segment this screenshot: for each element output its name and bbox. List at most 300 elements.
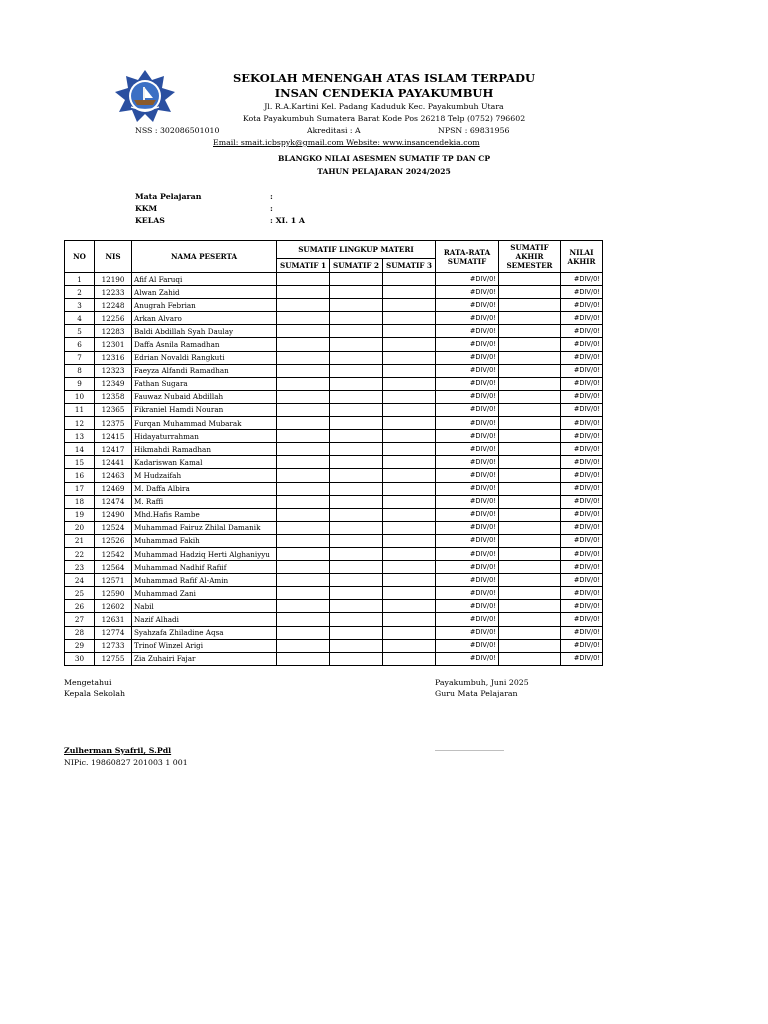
row-sumatif-3[interactable] bbox=[383, 377, 436, 390]
row-akhir-semester[interactable] bbox=[499, 325, 561, 338]
row-nis: 12441 bbox=[95, 456, 132, 469]
row-nilai-akhir: #DIV/0! bbox=[561, 547, 603, 560]
row-nis: 12316 bbox=[95, 351, 132, 364]
row-sumatif-3[interactable] bbox=[383, 351, 436, 364]
row-nilai-akhir: #DIV/0! bbox=[561, 456, 603, 469]
row-sumatif-3[interactable] bbox=[383, 639, 436, 652]
row-akhir-semester[interactable] bbox=[499, 273, 561, 286]
col-sumatif-3: SUMATIF 3 bbox=[383, 259, 436, 273]
row-sumatif-1[interactable] bbox=[277, 351, 330, 364]
row-nama: Trinof Winzel Arigi bbox=[132, 639, 277, 652]
row-no: 10 bbox=[65, 390, 95, 403]
row-sumatif-3[interactable] bbox=[383, 521, 436, 534]
row-nis: 12365 bbox=[95, 403, 132, 416]
row-sumatif-2[interactable] bbox=[330, 561, 383, 574]
row-sumatif-1[interactable] bbox=[277, 364, 330, 377]
row-sumatif-1[interactable] bbox=[277, 443, 330, 456]
row-sumatif-1[interactable] bbox=[277, 430, 330, 443]
sign-right-line2: Guru Mata Pelajaran bbox=[435, 689, 518, 698]
row-sumatif-1[interactable] bbox=[277, 534, 330, 547]
row-sumatif-2[interactable] bbox=[330, 495, 383, 508]
row-nama: Kadariswan Kamal bbox=[132, 456, 277, 469]
school-name-line2: INSAN CENDEKIA PAYAKUMBUH bbox=[274, 86, 494, 100]
row-sumatif-2[interactable] bbox=[330, 482, 383, 495]
row-rata: #DIV/0! bbox=[436, 299, 499, 312]
row-nilai-akhir: #DIV/0! bbox=[561, 364, 603, 377]
row-sumatif-1[interactable] bbox=[277, 417, 330, 430]
row-sumatif-1[interactable] bbox=[277, 377, 330, 390]
row-sumatif-1[interactable] bbox=[277, 390, 330, 403]
row-nama: Muhammad Rafif Al-Amin bbox=[132, 574, 277, 587]
row-sumatif-3[interactable] bbox=[383, 547, 436, 560]
table-row bbox=[65, 587, 603, 600]
row-nis: 12590 bbox=[95, 587, 132, 600]
col-nilai-line1: NILAI bbox=[569, 247, 594, 257]
row-sumatif-3[interactable] bbox=[383, 299, 436, 312]
row-sumatif-3[interactable] bbox=[383, 508, 436, 521]
row-sumatif-1[interactable] bbox=[277, 325, 330, 338]
table-row bbox=[65, 574, 603, 587]
row-rata: #DIV/0! bbox=[436, 443, 499, 456]
row-nilai-akhir: #DIV/0! bbox=[561, 534, 603, 547]
row-akhir-semester[interactable] bbox=[499, 403, 561, 416]
row-no: 15 bbox=[65, 456, 95, 469]
row-nama: Fikraniel Hamdi Nouran bbox=[132, 403, 277, 416]
row-akhir-semester[interactable] bbox=[499, 351, 561, 364]
address-line1: Jl. R.A.Kartini Kel. Padang Kaduduk Kec. Payakumbuh Utara bbox=[264, 102, 504, 111]
row-akhir-semester[interactable] bbox=[499, 482, 561, 495]
row-nis: 12349 bbox=[95, 377, 132, 390]
kkm-sep: : bbox=[270, 204, 273, 213]
row-sumatif-1[interactable] bbox=[277, 508, 330, 521]
row-sumatif-2[interactable] bbox=[330, 403, 383, 416]
col-sumatif-2: SUMATIF 2 bbox=[330, 259, 383, 273]
row-nis: 12233 bbox=[95, 286, 132, 299]
row-sumatif-2[interactable] bbox=[330, 351, 383, 364]
row-rata: #DIV/0! bbox=[436, 626, 499, 639]
row-nama: Nazif Alhadi bbox=[132, 613, 277, 626]
table-row bbox=[65, 482, 603, 495]
table-row bbox=[65, 351, 603, 364]
table-row bbox=[65, 299, 603, 312]
row-akhir-semester[interactable] bbox=[499, 390, 561, 403]
row-nilai-akhir: #DIV/0! bbox=[561, 273, 603, 286]
row-sumatif-3[interactable] bbox=[383, 286, 436, 299]
row-sumatif-3[interactable] bbox=[383, 364, 436, 377]
row-sumatif-2[interactable] bbox=[330, 652, 383, 665]
row-nilai-akhir: #DIV/0! bbox=[561, 600, 603, 613]
row-nis: 12256 bbox=[95, 312, 132, 325]
row-nis: 12248 bbox=[95, 299, 132, 312]
row-akhir-semester[interactable] bbox=[499, 652, 561, 665]
row-sumatif-2[interactable] bbox=[330, 508, 383, 521]
col-akhir-line2: AKHIR bbox=[515, 252, 544, 261]
principal-name: Zulherman Syafril, S.Pdl bbox=[64, 746, 172, 755]
row-sumatif-2[interactable] bbox=[330, 574, 383, 587]
row-sumatif-1[interactable] bbox=[277, 338, 330, 351]
row-sumatif-1[interactable] bbox=[277, 299, 330, 312]
row-nis: 12375 bbox=[95, 417, 132, 430]
row-akhir-semester[interactable] bbox=[499, 495, 561, 508]
row-sumatif-3[interactable] bbox=[383, 325, 436, 338]
row-no: 28 bbox=[65, 626, 95, 639]
table-row bbox=[65, 286, 603, 299]
row-rata: #DIV/0! bbox=[436, 456, 499, 469]
row-nis: 12415 bbox=[95, 430, 132, 443]
row-sumatif-3[interactable] bbox=[383, 587, 436, 600]
row-nis: 12526 bbox=[95, 534, 132, 547]
row-nilai-akhir: #DIV/0! bbox=[561, 639, 603, 652]
row-sumatif-3[interactable] bbox=[383, 403, 436, 416]
row-rata: #DIV/0! bbox=[436, 600, 499, 613]
row-rata: #DIV/0! bbox=[436, 561, 499, 574]
row-sumatif-3[interactable] bbox=[383, 626, 436, 639]
row-nis: 12564 bbox=[95, 561, 132, 574]
row-nilai-akhir: #DIV/0! bbox=[561, 626, 603, 639]
row-no: 26 bbox=[65, 600, 95, 613]
row-nis: 12733 bbox=[95, 639, 132, 652]
row-no: 7 bbox=[65, 351, 95, 364]
row-sumatif-2[interactable] bbox=[330, 430, 383, 443]
row-rata: #DIV/0! bbox=[436, 639, 499, 652]
row-sumatif-1[interactable] bbox=[277, 495, 330, 508]
row-sumatif-1[interactable] bbox=[277, 639, 330, 652]
row-rata: #DIV/0! bbox=[436, 652, 499, 665]
row-akhir-semester[interactable] bbox=[499, 574, 561, 587]
row-rata: #DIV/0! bbox=[436, 390, 499, 403]
row-no: 21 bbox=[65, 534, 95, 547]
row-sumatif-3[interactable] bbox=[383, 600, 436, 613]
row-akhir-semester[interactable] bbox=[499, 521, 561, 534]
row-no: 16 bbox=[65, 469, 95, 482]
row-sumatif-2[interactable] bbox=[330, 325, 383, 338]
row-sumatif-1[interactable] bbox=[277, 652, 330, 665]
row-sumatif-3[interactable] bbox=[383, 417, 436, 430]
row-no: 3 bbox=[65, 299, 95, 312]
row-nilai-akhir: #DIV/0! bbox=[561, 495, 603, 508]
row-akhir-semester[interactable] bbox=[499, 430, 561, 443]
row-nilai-akhir: #DIV/0! bbox=[561, 286, 603, 299]
row-sumatif-3[interactable] bbox=[383, 430, 436, 443]
row-nilai-akhir: #DIV/0! bbox=[561, 390, 603, 403]
row-no: 6 bbox=[65, 338, 95, 351]
row-sumatif-1[interactable] bbox=[277, 312, 330, 325]
row-rata: #DIV/0! bbox=[436, 482, 499, 495]
row-sumatif-2[interactable] bbox=[330, 312, 383, 325]
sign-left-line2: Kepala Sekolah bbox=[64, 689, 126, 698]
row-sumatif-3[interactable] bbox=[383, 443, 436, 456]
school-name-line1: SEKOLAH MENENGAH ATAS ISLAM TERPADU bbox=[232, 71, 536, 85]
row-nis: 12283 bbox=[95, 325, 132, 338]
row-sumatif-2[interactable] bbox=[330, 338, 383, 351]
row-nis: 12631 bbox=[95, 613, 132, 626]
table-row bbox=[65, 443, 603, 456]
row-sumatif-3[interactable] bbox=[383, 312, 436, 325]
row-sumatif-1[interactable] bbox=[277, 613, 330, 626]
row-sumatif-3[interactable] bbox=[383, 561, 436, 574]
row-no: 29 bbox=[65, 639, 95, 652]
row-no: 2 bbox=[65, 286, 95, 299]
row-sumatif-3[interactable] bbox=[383, 456, 436, 469]
col-nis: NIS bbox=[95, 241, 132, 273]
row-nilai-akhir: #DIV/0! bbox=[561, 325, 603, 338]
row-sumatif-3[interactable] bbox=[383, 390, 436, 403]
row-nama: Fathan Sugara bbox=[132, 377, 277, 390]
row-akhir-semester[interactable] bbox=[499, 377, 561, 390]
row-nilai-akhir: #DIV/0! bbox=[561, 312, 603, 325]
teacher-signature-line: _______________________ bbox=[435, 744, 504, 751]
row-akhir-semester[interactable] bbox=[499, 338, 561, 351]
table-row bbox=[65, 469, 603, 482]
row-nama: Muhammad Hadziq Herti Alghaniyyu bbox=[132, 547, 277, 560]
table-row bbox=[65, 456, 603, 469]
row-nilai-akhir: #DIV/0! bbox=[561, 482, 603, 495]
row-sumatif-2[interactable] bbox=[330, 273, 383, 286]
row-no: 4 bbox=[65, 312, 95, 325]
row-rata: #DIV/0! bbox=[436, 377, 499, 390]
col-akhir-line1: SUMATIF bbox=[510, 243, 549, 252]
row-rata: #DIV/0! bbox=[436, 587, 499, 600]
row-nilai-akhir: #DIV/0! bbox=[561, 417, 603, 430]
row-sumatif-2[interactable] bbox=[330, 443, 383, 456]
row-nama: Hidayaturrahman bbox=[132, 430, 277, 443]
table-row bbox=[65, 626, 603, 639]
row-nama: Fauwaz Nubaid Abdillah bbox=[132, 390, 277, 403]
table-row bbox=[65, 508, 603, 521]
row-sumatif-1[interactable] bbox=[277, 600, 330, 613]
row-nis: 12463 bbox=[95, 469, 132, 482]
col-group-sumatif: SUMATIF LINGKUP MATERI bbox=[277, 241, 436, 259]
col-rata-line2: SUMATIF bbox=[447, 256, 487, 266]
row-no: 14 bbox=[65, 443, 95, 456]
row-nilai-akhir: #DIV/0! bbox=[561, 587, 603, 600]
row-sumatif-1[interactable] bbox=[277, 469, 330, 482]
row-nama: Faeyza Alfandi Ramadhan bbox=[132, 364, 277, 377]
row-akhir-semester[interactable] bbox=[499, 613, 561, 626]
row-nilai-akhir: #DIV/0! bbox=[561, 299, 603, 312]
row-sumatif-2[interactable] bbox=[330, 547, 383, 560]
row-nama: Muhammad Fakih bbox=[132, 534, 277, 547]
row-sumatif-1[interactable] bbox=[277, 574, 330, 587]
sign-left-line1: Mengetahui bbox=[64, 678, 112, 687]
row-nama: M. Daffa Albira bbox=[132, 482, 277, 495]
row-sumatif-1[interactable] bbox=[277, 482, 330, 495]
row-sumatif-3[interactable] bbox=[383, 495, 436, 508]
row-sumatif-1[interactable] bbox=[277, 273, 330, 286]
row-sumatif-3[interactable] bbox=[383, 613, 436, 626]
row-nilai-akhir: #DIV/0! bbox=[561, 377, 603, 390]
table-row bbox=[65, 312, 603, 325]
row-rata: #DIV/0! bbox=[436, 547, 499, 560]
row-sumatif-1[interactable] bbox=[277, 456, 330, 469]
row-nama: Alwan Zahid bbox=[132, 286, 277, 299]
row-sumatif-2[interactable] bbox=[330, 639, 383, 652]
row-no: 1 bbox=[65, 273, 95, 286]
row-akhir-semester[interactable] bbox=[499, 600, 561, 613]
row-rata: #DIV/0! bbox=[436, 574, 499, 587]
row-akhir-semester[interactable] bbox=[499, 286, 561, 299]
row-rata: #DIV/0! bbox=[436, 325, 499, 338]
row-nilai-akhir: #DIV/0! bbox=[561, 652, 603, 665]
row-sumatif-1[interactable] bbox=[277, 547, 330, 560]
row-akhir-semester[interactable] bbox=[499, 508, 561, 521]
row-rata: #DIV/0! bbox=[436, 430, 499, 443]
row-rata: #DIV/0! bbox=[436, 534, 499, 547]
sign-right-line1: Payakumbuh, Juni 2025 bbox=[435, 678, 529, 687]
row-nama: Afif Al Faruqi bbox=[132, 273, 277, 286]
row-sumatif-2[interactable] bbox=[330, 534, 383, 547]
row-nis: 12542 bbox=[95, 547, 132, 560]
row-sumatif-3[interactable] bbox=[383, 273, 436, 286]
row-sumatif-2[interactable] bbox=[330, 364, 383, 377]
table-row bbox=[65, 652, 603, 665]
row-akhir-semester[interactable] bbox=[499, 626, 561, 639]
row-sumatif-2[interactable] bbox=[330, 286, 383, 299]
npsn-text: NPSN : 69831956 bbox=[438, 126, 510, 135]
row-akhir-semester[interactable] bbox=[499, 456, 561, 469]
col-sumatif-1: SUMATIF 1 bbox=[277, 259, 330, 273]
row-akhir-semester[interactable] bbox=[499, 587, 561, 600]
row-sumatif-2[interactable] bbox=[330, 587, 383, 600]
row-sumatif-1[interactable] bbox=[277, 587, 330, 600]
row-sumatif-3[interactable] bbox=[383, 534, 436, 547]
table-row bbox=[65, 561, 603, 574]
row-rata: #DIV/0! bbox=[436, 417, 499, 430]
row-sumatif-1[interactable] bbox=[277, 561, 330, 574]
row-nis: 12358 bbox=[95, 390, 132, 403]
row-sumatif-3[interactable] bbox=[383, 469, 436, 482]
row-nilai-akhir: #DIV/0! bbox=[561, 338, 603, 351]
col-rata bbox=[436, 241, 499, 273]
row-nilai-akhir: #DIV/0! bbox=[561, 469, 603, 482]
row-akhir-semester[interactable] bbox=[499, 469, 561, 482]
row-no: 8 bbox=[65, 364, 95, 377]
table-row bbox=[65, 403, 603, 416]
row-nilai-akhir: #DIV/0! bbox=[561, 508, 603, 521]
row-sumatif-1[interactable] bbox=[277, 626, 330, 639]
row-nis: 12417 bbox=[95, 443, 132, 456]
contact-line[interactable]: Email: smait.icbspyk@gmail.com Website: www.insancendekia.com bbox=[213, 138, 480, 147]
row-sumatif-2[interactable] bbox=[330, 600, 383, 613]
row-nilai-akhir: #DIV/0! bbox=[561, 443, 603, 456]
table-row bbox=[65, 534, 603, 547]
row-no: 27 bbox=[65, 613, 95, 626]
row-nama: Daffa Asnila Ramadhan bbox=[132, 338, 277, 351]
mapel-label: Mata Pelajaran bbox=[135, 192, 202, 201]
row-akhir-semester[interactable] bbox=[499, 364, 561, 377]
row-sumatif-1[interactable] bbox=[277, 403, 330, 416]
row-sumatif-2[interactable] bbox=[330, 613, 383, 626]
row-akhir-semester[interactable] bbox=[499, 417, 561, 430]
row-nilai-akhir: #DIV/0! bbox=[561, 430, 603, 443]
row-no: 11 bbox=[65, 403, 95, 416]
row-nama: Baldi Abdillah Syah Daulay bbox=[132, 325, 277, 338]
row-sumatif-3[interactable] bbox=[383, 338, 436, 351]
row-nama: Arkan Alvaro bbox=[132, 312, 277, 325]
row-rata: #DIV/0! bbox=[436, 508, 499, 521]
row-nis: 12755 bbox=[95, 652, 132, 665]
row-rata: #DIV/0! bbox=[436, 286, 499, 299]
principal-nip: NIPic. 19860827 201003 1 001 bbox=[64, 758, 188, 767]
row-sumatif-2[interactable] bbox=[330, 469, 383, 482]
row-nis: 12774 bbox=[95, 626, 132, 639]
row-nama: Nabil bbox=[132, 600, 277, 613]
row-akhir-semester[interactable] bbox=[499, 534, 561, 547]
row-sumatif-2[interactable] bbox=[330, 417, 383, 430]
row-sumatif-2[interactable] bbox=[330, 377, 383, 390]
col-no: NO bbox=[65, 241, 95, 273]
row-rata: #DIV/0! bbox=[436, 613, 499, 626]
row-akhir-semester[interactable] bbox=[499, 443, 561, 456]
row-sumatif-1[interactable] bbox=[277, 286, 330, 299]
row-akhir-semester[interactable] bbox=[499, 561, 561, 574]
row-nama: M. Raffi bbox=[132, 495, 277, 508]
row-nis: 12602 bbox=[95, 600, 132, 613]
row-nama: Edrian Novaldi Rangkuti bbox=[132, 351, 277, 364]
row-rata: #DIV/0! bbox=[436, 351, 499, 364]
row-no: 17 bbox=[65, 482, 95, 495]
row-nama: Muhammad Fairuz Zhilal Damanik bbox=[132, 521, 277, 534]
row-sumatif-1[interactable] bbox=[277, 521, 330, 534]
col-nilai-akhir bbox=[561, 241, 603, 273]
row-sumatif-2[interactable] bbox=[330, 456, 383, 469]
row-nama: Anugrah Febrian bbox=[132, 299, 277, 312]
row-akhir-semester[interactable] bbox=[499, 299, 561, 312]
row-rata: #DIV/0! bbox=[436, 495, 499, 508]
row-nis: 12323 bbox=[95, 364, 132, 377]
col-rata-line1: RATA-RATA bbox=[443, 247, 491, 257]
row-nama: Mhd.Hafis Rambe bbox=[132, 508, 277, 521]
row-nis: 12524 bbox=[95, 521, 132, 534]
row-rata: #DIV/0! bbox=[436, 469, 499, 482]
row-akhir-semester[interactable] bbox=[499, 547, 561, 560]
row-no: 19 bbox=[65, 508, 95, 521]
grades-table bbox=[64, 240, 603, 666]
row-nama: M Hudzaifah bbox=[132, 469, 277, 482]
row-nilai-akhir: #DIV/0! bbox=[561, 561, 603, 574]
table-row bbox=[65, 364, 603, 377]
row-nilai-akhir: #DIV/0! bbox=[561, 403, 603, 416]
kelas-label: KELAS bbox=[135, 216, 165, 225]
table-row bbox=[65, 639, 603, 652]
row-sumatif-2[interactable] bbox=[330, 390, 383, 403]
row-nama: Muhammad Nadhif Rafiif bbox=[132, 561, 277, 574]
row-akhir-semester[interactable] bbox=[499, 312, 561, 325]
row-sumatif-3[interactable] bbox=[383, 574, 436, 587]
table-row bbox=[65, 495, 603, 508]
row-rata: #DIV/0! bbox=[436, 364, 499, 377]
row-nama: Muhammad Zani bbox=[132, 587, 277, 600]
row-no: 24 bbox=[65, 574, 95, 587]
kelas-value: : XI. 1 A bbox=[270, 216, 305, 225]
table-row bbox=[65, 325, 603, 338]
row-sumatif-2[interactable] bbox=[330, 521, 383, 534]
col-akhir-semester bbox=[499, 241, 561, 273]
row-no: 5 bbox=[65, 325, 95, 338]
row-sumatif-3[interactable] bbox=[383, 482, 436, 495]
table-row bbox=[65, 600, 603, 613]
row-sumatif-2[interactable] bbox=[330, 626, 383, 639]
row-nis: 12190 bbox=[95, 273, 132, 286]
row-rata: #DIV/0! bbox=[436, 338, 499, 351]
row-sumatif-3[interactable] bbox=[383, 652, 436, 665]
row-rata: #DIV/0! bbox=[436, 312, 499, 325]
row-sumatif-2[interactable] bbox=[330, 299, 383, 312]
table-row bbox=[65, 613, 603, 626]
row-nama: Zia Zuhairi Fajar bbox=[132, 652, 277, 665]
row-no: 12 bbox=[65, 417, 95, 430]
row-akhir-semester[interactable] bbox=[499, 639, 561, 652]
